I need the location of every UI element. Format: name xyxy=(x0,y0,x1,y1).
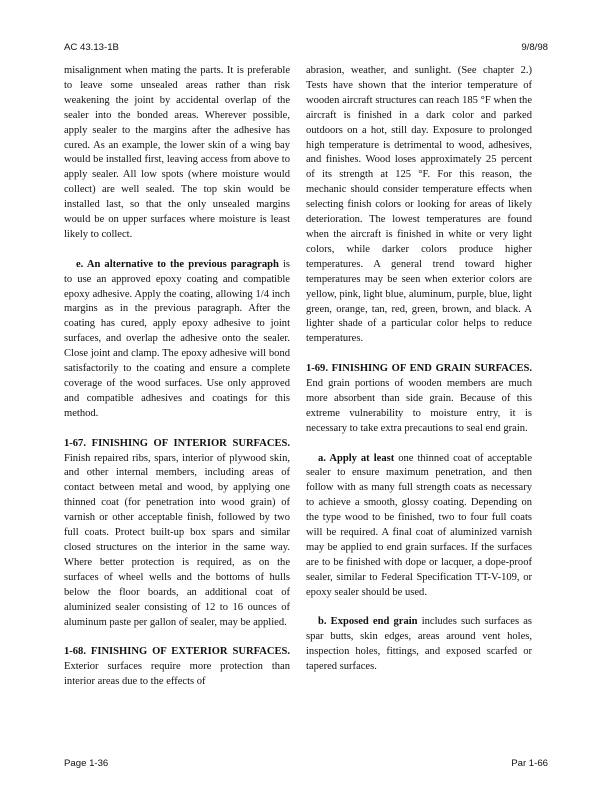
paragraph-a xyxy=(306,452,532,601)
paragraph-e-body: is to use an approved epoxy coating and compatible epoxy adhesive. Apply the coating, allowing 1/4 inch margins as in the previous paragraph. After the coating has cured, apply epoxy adhesive to joint surfaces, and overlap the adhesive onto the sealer. Close joint and clamp. The epoxy adhesive will bond satisfactorily to the coating and ensure a complete coverage of the wood surfaces. Use only approved and compatible adhesives and coatings for this method. xyxy=(64,258,290,419)
page-number: Page 1-36 xyxy=(64,758,109,769)
section-1-67-body: Finish repaired ribs, spars, interior of plywood skin, and other internal members, including areas of contact between metal and wood, by applying one thinned coat (for penetration into wood grain) of varnish or other acceptable finish, followed by two full coats. Protect built-up box spars and similar closed structures on the interior in the same way. Where better protection is required, as on the surfaces of wheel wells and the bottoms of hulls below the floor boards, an additional coat of aluminized sealer consisting of 12 to 16 ounces of aluminum paste per gallon of sealer, may be applied. xyxy=(64,452,290,628)
paragraph-e-lead: e. An alternative to the previous paragraph xyxy=(76,258,279,270)
section-1-69-body: End grain portions of wooden members are much more absorbent than side grain. Because of this extreme vulnerability to moisture entry, it is necessary to take extra precautions to seal end grain. xyxy=(306,378,532,434)
section-1-69 xyxy=(306,362,532,437)
paragraph-continuation: misalignment when mating the parts. It is preferable to leave some unsealed areas rather than risk weakening the joint by accidental overlap of the sealer into the bonded areas. Wherever possible, apply sealer to the margins after the adhesive has cured. As an example, the lower skin of a wing bay would be installed first, leaving access from above to apply sealer. All low spots (where moisture would collect) are well sealed. The top skin would be installed last, so that the only unsealed margins would be on upper surfaces where moisture is least likely to collect. xyxy=(64,65,290,240)
paragraph-a-lead: a. Apply at least xyxy=(318,452,395,464)
section-1-67-heading: 1-67. FINISHING OF INTERIOR SURFACES. xyxy=(64,437,290,449)
paragraph-b-body: includes such surfaces as spar butts, skin edges, areas around vent holes, inspection holes, fittings, and exposed scarfed or tapered surfaces. xyxy=(306,616,532,673)
paragraph-e xyxy=(64,258,290,422)
document-id: AC 43.13-1B xyxy=(64,42,119,53)
page-header xyxy=(64,42,548,53)
section-1-68-heading: 1-68. FINISHING OF EXTERIOR SURFACES. xyxy=(64,646,290,658)
section-1-69-heading: 1-69. FINISHING OF END GRAIN SURFACES. xyxy=(306,363,532,375)
section-1-68 xyxy=(64,645,290,690)
document-date: 9/8/98 xyxy=(521,42,548,53)
paragraph-b xyxy=(306,615,532,675)
paragraph-reference: Par 1-66 xyxy=(511,758,548,769)
section-1-67 xyxy=(64,437,290,631)
right-column xyxy=(306,64,532,690)
paragraph-b-lead: b. Exposed end grain xyxy=(318,616,418,628)
section-1-68-body: Exterior surfaces require more protection than interior areas due to the effects of xyxy=(64,661,290,688)
paragraph-a-body: one thinned coat of acceptable sealer to ensure maximum penetration, and then follow with as many full strength coats as necessary to achieve a smooth, glossy coating. Depending on the type wood to be finished, two to four full coats will be required. A final coat of aluminized varnish may be applied to end grain surfaces. If the surfaces are to be finished with dope or lacquer, a dope-proof sealer, similar to Federal Specification TT-V-109, or epoxy sealer should be used. xyxy=(306,452,532,598)
left-column xyxy=(64,64,290,705)
paragraph-continuation-right: abrasion, weather, and sunlight. (See chapter 2.) Tests have shown that the interior temperature of wooden aircraft structures can reach 185 °F when the aircraft is finished in a dark color and parked outdoors on a hot, still day. Exposure to prolonged high temperature is detrimental to wood, adhesives, and finishes. Wood loses approximately 25 percent of its strength at 125 °F. For this reason, the mechanic should consider temperature effects when selecting finish colors or looking for areas of likely deterioration. The lowest temperatures are found when the aircraft is finished in white or very light colors, while darker colors produce higher temperatures. A general trend toward higher temperatures may be seen when exterior colors are yellow, pink, light blue, aluminum, purple, blue, light green, orange, tan, red, green, brown, and black. A lighter shade of a particular color helps to reduce temperatures. xyxy=(306,65,532,345)
page-footer xyxy=(64,758,548,769)
